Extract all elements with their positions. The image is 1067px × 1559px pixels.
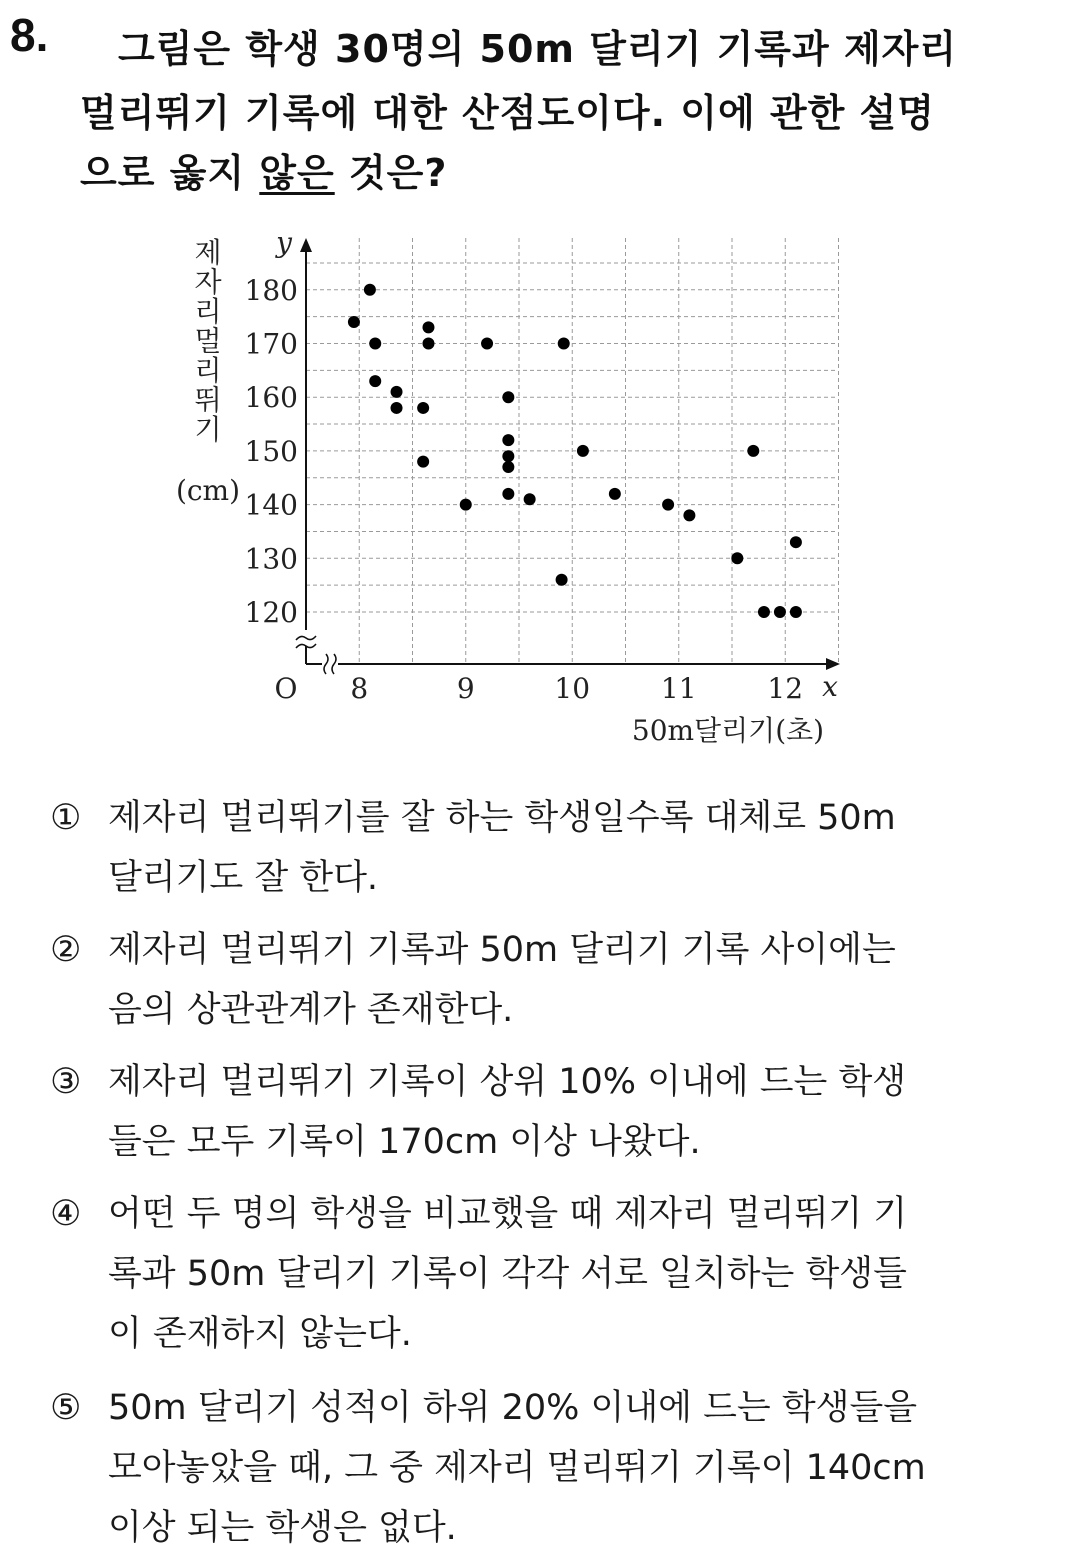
x-variable-label: x — [822, 670, 838, 703]
choice-3-line-2: 들은 모두 기록이 170cm 이상 나왔다. — [108, 1122, 701, 1162]
data-point — [502, 450, 514, 462]
data-point — [524, 493, 536, 505]
question-line-2: 멀리뛰기 기록에 대한 산점도이다. 이에 관한 설명 — [80, 91, 935, 135]
data-point — [481, 338, 493, 350]
data-point — [417, 402, 429, 414]
data-point — [391, 386, 403, 398]
data-point — [502, 461, 514, 473]
question-line-3-a: 으로 옳지 — [80, 151, 260, 195]
data-point — [391, 402, 403, 414]
y-axis-unit: (cm) — [175, 474, 241, 507]
data-point — [422, 321, 434, 333]
data-point — [369, 375, 381, 387]
data-point — [417, 456, 429, 468]
choice-2-line-1: 제자리 멀리뛰기 기록과 50m 달리기 기록 사이에는 — [108, 930, 896, 970]
question-number: 8. — [10, 9, 49, 61]
y-tick-label: 170 — [244, 327, 298, 361]
x-tick-label: 8 — [350, 672, 369, 705]
choice-3-number: ③ — [50, 1062, 82, 1102]
choice-1-line-2: 달리기도 잘 한다. — [108, 858, 379, 898]
x-tick-label: 11 — [660, 672, 697, 705]
data-point — [369, 338, 381, 350]
y-axis-label-char: 리 — [194, 354, 222, 387]
y-tick-label: 140 — [244, 488, 298, 522]
question-emphasis-not: 않은 — [259, 151, 335, 195]
data-point — [683, 509, 695, 521]
choice-2-number: ② — [50, 930, 82, 970]
choice-4-line-2: 록과 50m 달리기 기록이 각각 서로 일치하는 학생들 — [108, 1254, 907, 1294]
y-tick-label: 120 — [244, 596, 298, 629]
data-point — [609, 488, 621, 500]
x-axis-arrow — [826, 658, 840, 670]
data-point — [460, 499, 472, 511]
y-axis-break-mark — [296, 636, 316, 648]
data-point — [577, 445, 589, 457]
y-axis-label-char: 자 — [194, 265, 222, 299]
y-tick-label: 150 — [244, 434, 298, 468]
x-tick-label: 12 — [767, 672, 804, 705]
x-axis-label: 50m달리기(초) — [631, 714, 825, 747]
tick-labels — [245, 274, 804, 705]
y-tick-label: 160 — [244, 381, 298, 415]
data-point — [502, 434, 514, 446]
data-point — [502, 488, 514, 500]
choice-3-line-1: 제자리 멀리뛰기 기록이 상위 10% 이내에 드는 학생 — [108, 1062, 907, 1102]
axes — [296, 238, 840, 674]
y-tick-label: 180 — [244, 273, 298, 307]
data-point — [774, 606, 786, 618]
data-point — [662, 499, 674, 511]
y-axis-label-char: 기 — [194, 413, 222, 446]
data-point — [364, 284, 376, 296]
y-axis-label-char: 리 — [194, 295, 222, 328]
y-axis-label-char: 제 — [194, 236, 222, 269]
choice-2-line-2: 음의 상관관계가 존재한다. — [108, 990, 514, 1030]
y-variable-label: y — [276, 226, 292, 259]
choice-1-number: ① — [50, 798, 82, 838]
x-tick-label: 10 — [554, 672, 591, 705]
data-point — [502, 391, 514, 403]
choice-5-line-1: 50m 달리기 성적이 하위 20% 이내에 드는 학생들을 — [108, 1388, 918, 1428]
choice-1-line-1: 제자리 멀리뛰기를 잘 하는 학생일수록 대체로 50m — [108, 798, 896, 838]
y-axis-label-char: 뛰 — [194, 383, 222, 417]
data-point — [556, 574, 568, 586]
data-point — [790, 606, 802, 618]
data-point — [747, 445, 759, 457]
data-point — [790, 536, 802, 548]
x-tick-label: 9 — [456, 672, 475, 705]
x-axis-break-mark — [324, 654, 336, 674]
origin-label: O — [274, 672, 298, 705]
choice-4-number: ④ — [50, 1194, 82, 1234]
y-axis-arrow — [300, 238, 312, 252]
choice-5-number: ⑤ — [50, 1388, 82, 1428]
question-line-3-b: 것은? — [334, 151, 448, 195]
data-point — [731, 552, 743, 564]
choice-5-line-2: 모아놓았을 때, 그 중 제자리 멀리뛰기 기록이 140cm — [108, 1448, 926, 1488]
data-point — [758, 606, 770, 618]
y-axis-label-char: 멀 — [194, 324, 222, 358]
choice-5-line-3: 이상 되는 학생은 없다. — [108, 1508, 457, 1548]
question-line-1: 그림은 학생 30명의 50m 달리기 기록과 제자리 — [118, 27, 958, 71]
y-tick-label: 130 — [244, 542, 298, 576]
data-point — [558, 338, 570, 350]
choice-4-line-1: 어떤 두 명의 학생을 비교했을 때 제자리 멀리뛰기 기 — [108, 1194, 908, 1234]
choice-4-line-3: 이 존재하지 않는다. — [108, 1314, 412, 1354]
data-point — [422, 338, 434, 350]
data-point — [348, 316, 360, 328]
scatter-chart — [0, 0, 1067, 760]
